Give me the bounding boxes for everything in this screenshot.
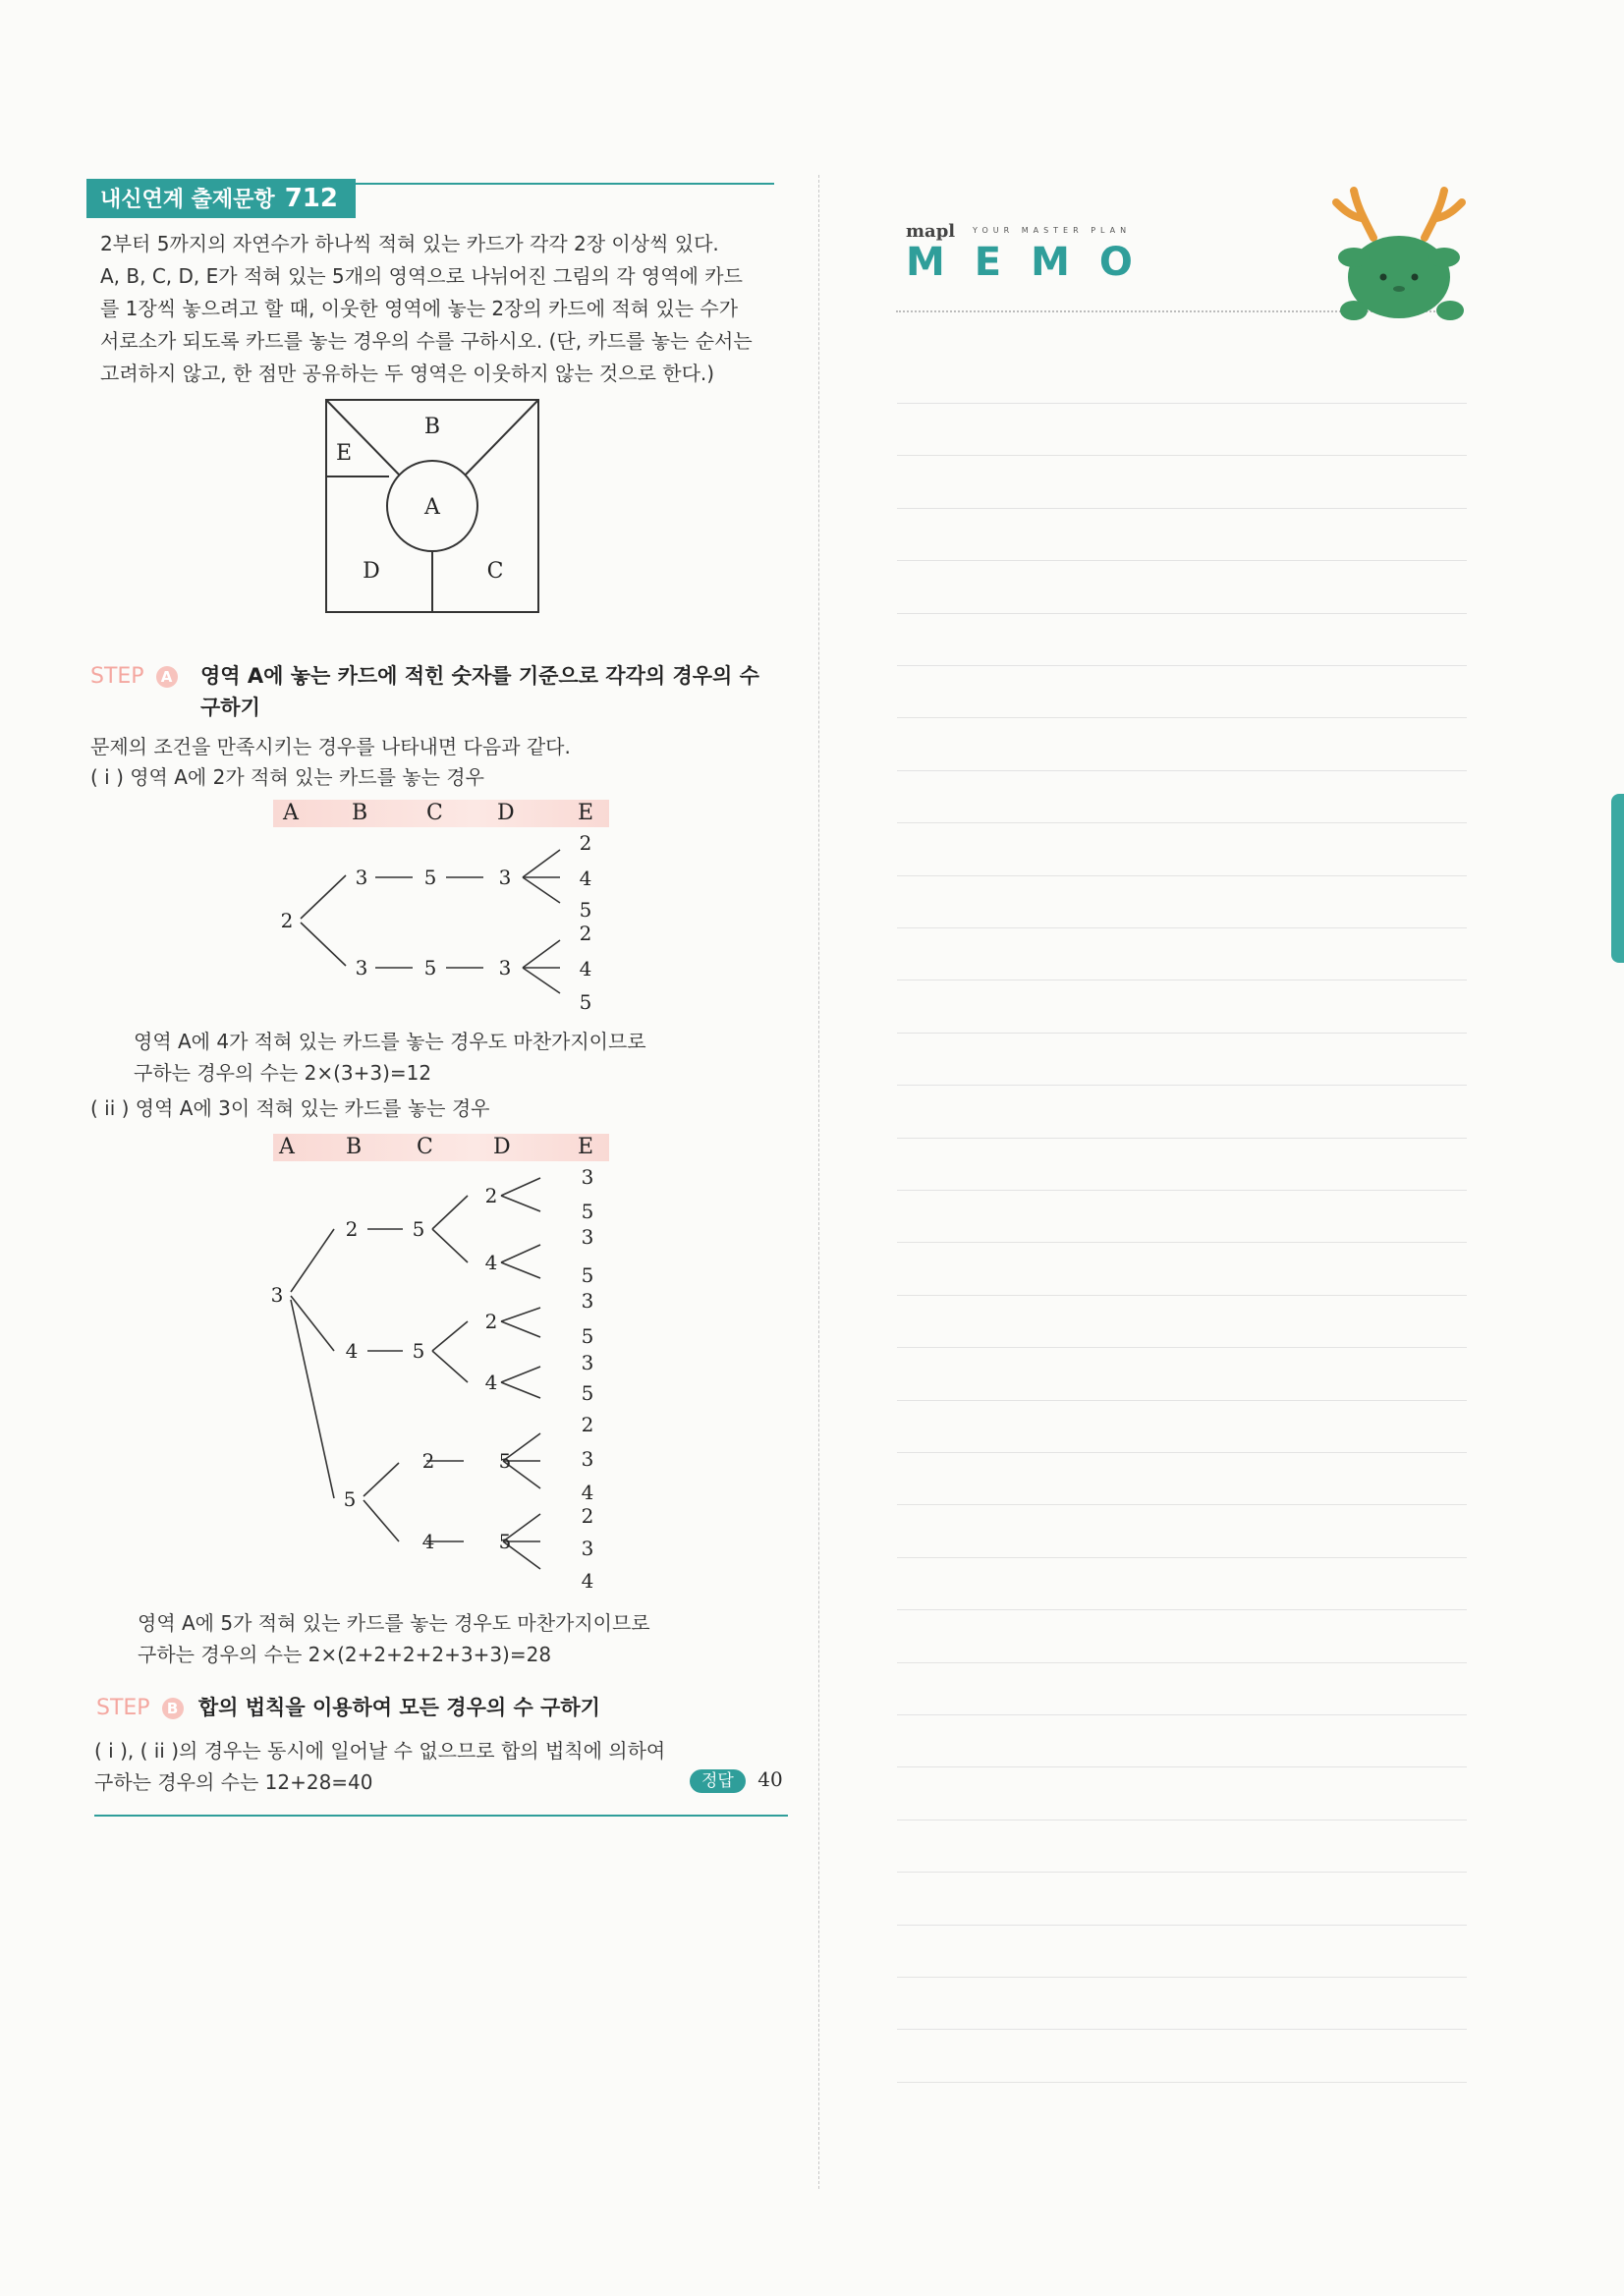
step1-badge: A: [156, 666, 178, 688]
memo-brand: mapl: [906, 221, 956, 242]
case2-note-line1: 영역 A에 5가 적혀 있는 카드를 놓는 경우도 마찬가지이므로: [138, 1611, 650, 1635]
case2-node-b: 5: [343, 1487, 357, 1511]
case2-header-d: D: [493, 1135, 511, 1159]
answer-badge: 정답: [690, 1769, 746, 1793]
memo-rule-line: [897, 1452, 1467, 1453]
memo-rule-line: [897, 875, 1467, 876]
step1-heading: [90, 660, 768, 723]
step2-heading: [96, 1692, 600, 1724]
case2-leaf-e: 3: [581, 1537, 594, 1560]
step1-title-line1: 영역 A에 놓는 카드에 적힌 숫자를 기준으로 각각의 경우의 수: [200, 664, 759, 688]
case2-header-e: E: [578, 1135, 594, 1159]
memo-rule-line: [897, 508, 1467, 509]
memo-title: MEMO: [906, 240, 1162, 285]
memo-rule-line: [897, 1557, 1467, 1558]
memo-rule-line: [897, 1295, 1467, 1296]
case2-title: ( ii ) 영역 A에 3이 적혀 있는 카드를 놓는 경우: [90, 1096, 490, 1120]
case1-header-a: A: [283, 801, 299, 825]
memo-rule-line: [897, 1766, 1467, 1767]
conclusion: [94, 1735, 665, 1798]
problem-number: 712: [284, 184, 338, 213]
side-tab: [1611, 794, 1624, 963]
memo-rule-line: [897, 717, 1467, 718]
case2-leaf-e: 4: [581, 1481, 594, 1504]
case2-header-a: A: [279, 1135, 295, 1159]
memo-subtitle: YOUR MASTER PLAN: [973, 226, 1132, 235]
step1-title-line2: 구하기: [200, 696, 260, 719]
case2-node-d: 2: [484, 1184, 498, 1207]
memo-rule-line: [897, 1977, 1467, 1978]
case2-leaf-e: 2: [581, 1504, 594, 1528]
memo-rule-line: [897, 770, 1467, 771]
case2-node-c: 5: [412, 1339, 425, 1363]
problem-line: 2부터 5까지의 자연수가 하나씩 적혀 있는 카드가 각각 2장 이상씩 있다.: [100, 232, 719, 255]
region-label-a: A: [424, 495, 440, 520]
conclusion-line1: ( i ), ( ii )의 경우는 동시에 일어날 수 없으므로 합의 법칙에 의하여: [94, 1739, 666, 1763]
memo-rule-line: [897, 665, 1467, 666]
memo-rule-line: [897, 455, 1467, 456]
step2-label: STEP: [96, 1696, 150, 1720]
problem-text: [100, 228, 778, 390]
memo-rule-line: [897, 1925, 1467, 1926]
case2-note: [138, 1607, 650, 1670]
case1-header-c: C: [426, 801, 443, 825]
problem-line: A, B, C, D, E가 적혀 있는 5개의 영역으로 나뉘어진 그림의 각 영역에 카드: [100, 264, 743, 288]
case1-leaf-e: 4: [579, 867, 592, 890]
problem-line: 를 1장씩 놓으려고 할 때, 이웃한 영역에 놓는 2장의 카드에 적혀 있는 수가: [100, 297, 739, 320]
case2-node-d: 2: [484, 1310, 498, 1333]
case2-tree: [255, 1164, 619, 1596]
region-label-b: B: [423, 415, 441, 439]
case2-leaf-e: 5: [581, 1324, 594, 1348]
case2-leaf-e: 5: [581, 1263, 594, 1287]
case1-title: ( i ) 영역 A에 2가 적혀 있는 카드를 놓는 경우: [90, 765, 484, 789]
case1-header-b: B: [352, 801, 368, 825]
memo-rule-line: [897, 2029, 1467, 2030]
memo-rule-line: [897, 560, 1467, 561]
case2-node-d: 5: [498, 1449, 512, 1473]
case1-node-c: 5: [423, 956, 437, 980]
case2-leaf-e: 2: [581, 1413, 594, 1436]
case1-tree: [265, 830, 619, 1017]
case1-leaf-e: 5: [579, 898, 592, 922]
case1-node-d: 3: [498, 956, 512, 980]
case2-leaf-e: 5: [581, 1200, 594, 1223]
memo-rule-line: [897, 1609, 1467, 1610]
case1-node-c: 5: [423, 866, 437, 889]
case1-column-header: [273, 800, 609, 827]
step2-title: 합의 법칙을 이용하여 모든 경우의 수 구하기: [197, 1696, 600, 1719]
case1-leaf-e: 2: [579, 922, 592, 945]
case2-header-c: C: [417, 1135, 433, 1159]
memo-rule-line: [897, 927, 1467, 928]
memo-rule-line: [897, 613, 1467, 614]
case2-node-c: 5: [412, 1217, 425, 1241]
memo-rule-line: [897, 1714, 1467, 1715]
memo-rule-line: [897, 1504, 1467, 1505]
case2-root: 3: [270, 1283, 284, 1307]
region-label-e: E: [335, 441, 353, 466]
case2-leaf-e: 3: [581, 1447, 594, 1471]
case1-node-b: 3: [355, 956, 368, 980]
case2-node-c: 2: [421, 1449, 435, 1473]
memo-rule-line: [897, 2082, 1467, 2083]
step1-label: STEP: [90, 664, 144, 689]
case1-header-d: D: [497, 801, 515, 825]
case2-node-b: 4: [345, 1339, 359, 1363]
case2-node-d: 4: [484, 1371, 498, 1394]
case1-note-line2: 구하는 경우의 수는 2×(3+3)=12: [134, 1061, 432, 1085]
memo-rule-line: [897, 1190, 1467, 1191]
bottom-rule: [94, 1815, 788, 1817]
case1-note-line1: 영역 A에 4가 적혀 있는 카드를 놓는 경우도 마찬가지이므로: [134, 1030, 646, 1053]
memo-rule-line: [897, 403, 1467, 404]
case2-leaf-e: 3: [581, 1351, 594, 1374]
case2-leaf-e: 4: [581, 1569, 594, 1593]
case2-leaf-e: 3: [581, 1289, 594, 1313]
memo-rule-line: [897, 1662, 1467, 1663]
case1-leaf-e: 5: [579, 990, 592, 1014]
case1-note: [134, 1026, 646, 1089]
case2-column-header: [273, 1134, 609, 1161]
case1-leaf-e: 2: [579, 831, 592, 855]
problem-line: 서로소가 되도록 카드를 놓는 경우의 수를 구하시오. (단, 카드를 놓는 순서는: [100, 329, 753, 353]
case1-root: 2: [280, 909, 294, 932]
memo-rule-line: [897, 1400, 1467, 1401]
case2-node-b: 2: [345, 1217, 359, 1241]
memo-rule-line: [897, 1242, 1467, 1243]
column-divider: [818, 175, 819, 2189]
case2-header-b: B: [346, 1135, 363, 1159]
region-label-c: C: [486, 559, 504, 584]
case2-note-line2: 구하는 경우의 수는 2×(2+2+2+2+3+3)=28: [138, 1643, 552, 1666]
case2-leaf-e: 3: [581, 1225, 594, 1249]
memo-rule-line: [897, 1138, 1467, 1139]
memo-rule-line: [897, 1347, 1467, 1348]
answer-value: 40: [757, 1767, 783, 1791]
case1-header-e: E: [578, 801, 594, 825]
case1-node-b: 3: [355, 866, 368, 889]
conclusion-line2: 구하는 경우의 수는 12+28=40: [94, 1770, 373, 1794]
memo-rule-line: [897, 1033, 1467, 1034]
case2-node-d: 4: [484, 1251, 498, 1274]
problem-header-label: 내신연계 출제문항: [100, 188, 275, 212]
case1-leaf-e: 4: [579, 957, 592, 980]
case2-node-c: 4: [421, 1530, 435, 1553]
case2-node-d: 5: [498, 1530, 512, 1553]
mascot-deer-icon: [1326, 179, 1474, 321]
memo-rule-line: [897, 1085, 1467, 1086]
memo-rule-line: [897, 1872, 1467, 1873]
step2-badge: B: [162, 1698, 184, 1719]
problem-line: 고려하지 않고, 한 점만 공유하는 두 영역은 이웃하지 않는 것으로 한다.): [100, 362, 715, 385]
case2-leaf-e: 5: [581, 1381, 594, 1405]
region-label-d: D: [363, 559, 380, 584]
region-figure: [324, 398, 542, 616]
memo-rule-line: [897, 822, 1467, 823]
problem-header-tag: [86, 179, 356, 218]
intro-text: 문제의 조건을 만족시키는 경우를 나타내면 다음과 같다.: [90, 735, 571, 758]
case1-node-d: 3: [498, 866, 512, 889]
case2-leaf-e: 3: [581, 1165, 594, 1189]
answer: [690, 1766, 783, 1791]
